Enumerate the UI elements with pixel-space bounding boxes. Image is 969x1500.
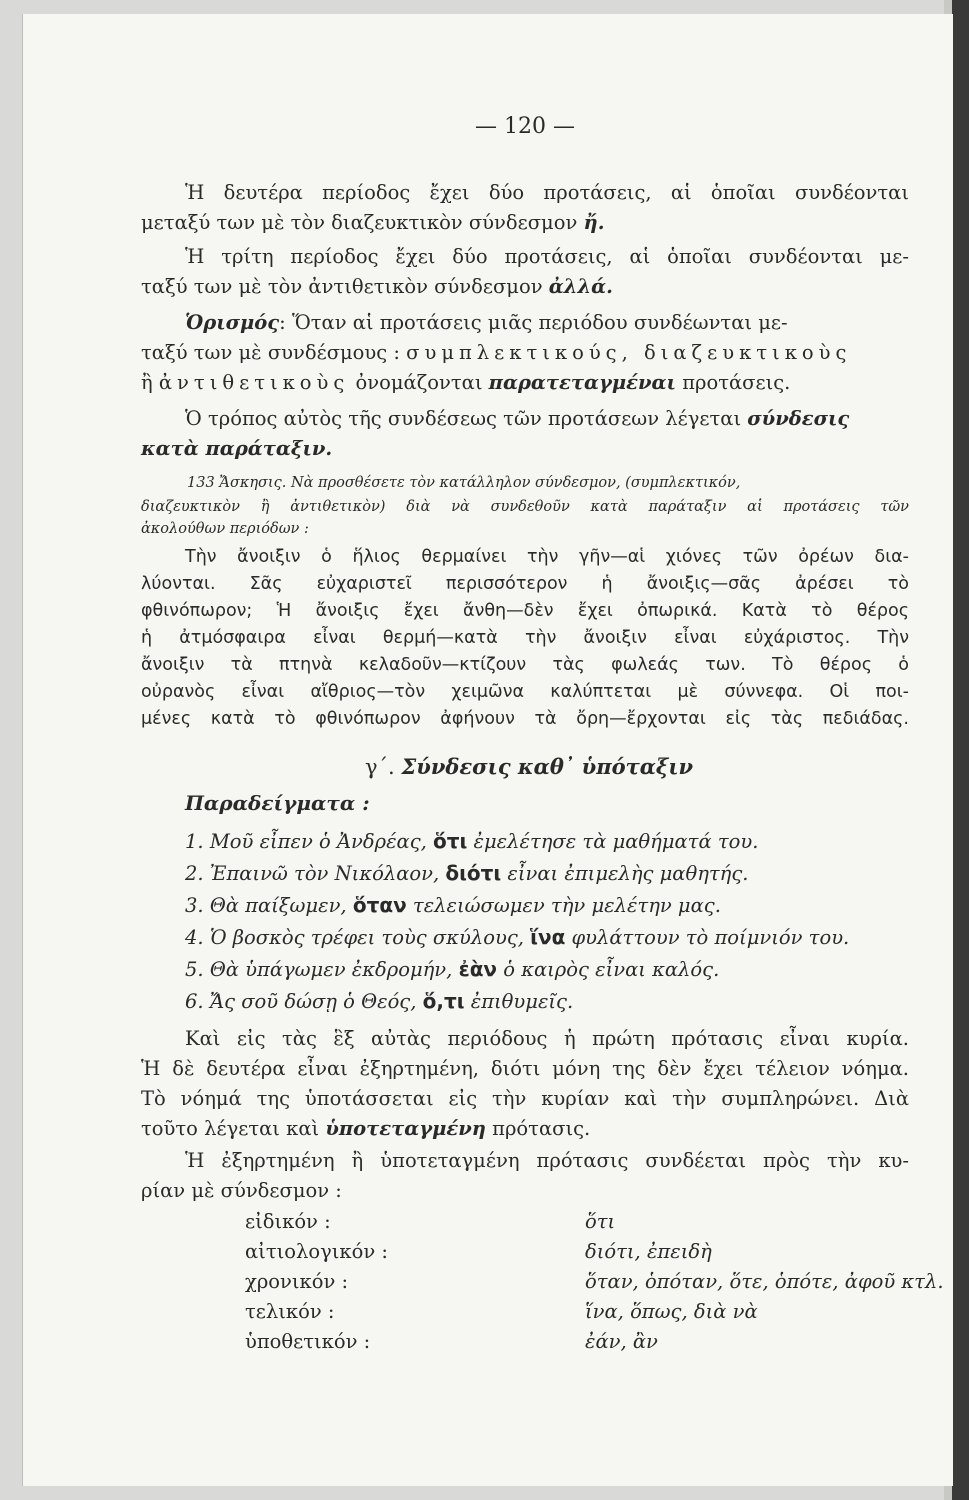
section-heading <box>365 754 693 780</box>
conj-words-1: ὅτι <box>585 1210 616 1233</box>
example-rest: τελειώσωμεν τὴν μελέτην μας. <box>406 894 721 917</box>
exercise-line-2: διαζευκτικὸν ἢ ἀντιθετικὸν) διὰ νὰ συνδεθοῦν κατὰ παράταξιν αἱ προτάσεις τῶν <box>141 499 909 515</box>
example-6 <box>185 988 573 1015</box>
example-rest: ἐμελέτησε τὰ μαθήματά του. <box>467 830 759 853</box>
example-rest: φυλάττουν τὸ ποίμνιόν του. <box>565 926 850 949</box>
example-conjunction: ὅταν <box>352 893 407 917</box>
exercise-number: 133 <box>187 475 215 491</box>
p3-line-4-end: πρότασις. <box>485 1117 591 1140</box>
manner-line-1 <box>185 406 849 432</box>
p1-line-1: Ἡ δευτέρα περίοδος ἔχει δύο προτάσεις, αἱ ὁποῖαι συνδέονται <box>185 181 909 204</box>
definition-end: προτάσεις. <box>676 371 791 394</box>
p3-line-4 <box>141 1116 590 1142</box>
example-main: Ἐπαινῶ τὸν Νικόλαον, <box>209 862 446 885</box>
manner-line-2: κατὰ παράταξιν. <box>141 437 333 460</box>
example-main: Ἄς σοῦ δώσῃ ὁ Θεός, <box>209 990 423 1013</box>
conj-words-3: ὅταν, ὁπόταν, ὅτε, ὁπότε, ἀφοῦ κτλ. <box>585 1270 944 1293</box>
term-syndesis: σύνδεσις <box>747 407 850 430</box>
p4-line-2: ρίαν μὲ σύνδεσμον : <box>141 1179 342 1202</box>
exercise-line-1 <box>187 470 740 496</box>
example-rest: ὁ καιρὸς εἶναι καλός. <box>497 958 720 981</box>
example-main: Θὰ παίξωμεν, <box>209 894 353 917</box>
exercise-text-line-4: ἡ ἀτμόσφαιρα εἶναι θερμή—κατὰ τὴν ἄνοιξιν εἶναι εὐχάριστος. Τὴν <box>141 628 909 648</box>
page-number: — 120 — <box>475 114 575 139</box>
conj-kind-1: εἰδικόν : <box>245 1210 331 1233</box>
example-number: 3. <box>185 894 204 917</box>
example-conjunction: ὅτι <box>433 829 468 853</box>
conj-kind-5: ὑποθετικόν : <box>245 1330 371 1353</box>
exercise-text-line-2: λύονται. Σᾶς εὐχαριστεῖ περισσότερον ἡ ἄνοιξις—σᾶς ἀρέσει τὸ <box>141 574 909 594</box>
p3-line-4-text: τοῦτο λέγεται καὶ <box>141 1117 326 1140</box>
section-number: γ΄. <box>365 755 395 779</box>
p2-line-2-text: ταξύ των μὲ τὸν ἀντιθετικὸν σύνδεσμον <box>141 275 549 298</box>
example-3 <box>185 892 721 919</box>
example-number: 6. <box>185 990 204 1013</box>
exercise-text-line-5: ἄνοιξιν τὰ πτηνὰ κελαδοῦν—κτίζουν τὰς φωλεάς των. Τὸ θέρος ὁ <box>141 655 909 675</box>
example-1 <box>185 828 758 855</box>
conj-kind-3: χρονικόν : <box>245 1270 349 1293</box>
p3-line-2: Ἡ δὲ δευτέρα εἶναι ἐξηρτημένη, διότι μόνη της δὲν ἔχει τέλειον νόημα. <box>141 1057 909 1080</box>
example-conjunction: ἐὰν <box>458 957 498 981</box>
section-title: Σύνδεσις καθ᾽ ὑπόταξιν <box>401 754 694 779</box>
definition-label: Ὁρισμός <box>185 311 280 334</box>
book-page <box>22 14 953 1486</box>
example-number: 1. <box>185 830 204 853</box>
example-conjunction: ὅ,τι <box>422 989 465 1013</box>
exercise-text-line-7: μένες κατὰ τὸ φθινόπωρον ἀφήνουν τὰ ὄρη—ἔρχονται εἰς τὰς πεδιάδας. <box>141 709 909 729</box>
example-main: Θὰ ὑπάγωμεν ἐκδρομήν, <box>209 958 459 981</box>
example-main: Ὁ βοσκὸς τρέφει τοὺς σκύλους, <box>209 926 531 949</box>
example-conjunction: διότι <box>445 861 502 885</box>
definition-line-2 <box>141 340 851 366</box>
term-hypotaxis: ὑποτεταγμένη <box>325 1117 486 1140</box>
example-number: 2. <box>185 862 204 885</box>
conj-words-5: ἐάν, ἂν <box>585 1330 658 1353</box>
example-number: 4. <box>185 926 204 949</box>
exercise-text-line-6: οὐρανὸς εἶναι αἴθριος—τὸν χειμῶνα καλύπτεται μὲ σύννεφα. Οἱ ποι- <box>141 682 909 702</box>
page-edge-dark <box>952 0 969 1500</box>
conj-kind-4: τελικόν : <box>245 1300 335 1323</box>
definition-line-2-text: ταξύ των μὲ συνδέσμους : <box>141 341 407 364</box>
p4-line-1: Ἡ ἐξηρτημένη ἢ ὑποτεταγμένη πρότασις συνδέεται πρὸς τὴν κυ- <box>185 1149 909 1172</box>
conjunction-i: ἤ. <box>583 211 605 234</box>
example-5 <box>185 956 719 983</box>
term-parataxis: παρατεταγμέναι <box>488 371 676 394</box>
definition-spaced-terms: συμπλεκτικούς, διαζευκτικοὺς <box>406 341 852 364</box>
conjunction-alla: ἀλλά. <box>548 275 613 298</box>
definition-line-1 <box>185 310 788 336</box>
definition-or: ἢ <box>141 371 159 394</box>
p1-line-2-text: μεταξύ των μὲ τὸν διαζευκτικὸν σύνδεσμον <box>141 211 584 234</box>
exercise-text-line-3: φθινόπωρον; Ἡ ἄνοιξις ἔχει ἄνθη—δὲν ἔχει ὀπωρικά. Κατὰ τὸ θέρος <box>141 601 909 621</box>
examples-heading: Παραδείγματα : <box>185 791 370 815</box>
example-2 <box>185 860 748 887</box>
p2-line-1: Ἡ τρίτη περίοδος ἔχει δύο προτάσεις, αἱ ὁποῖαι συνδέονται με- <box>185 245 909 268</box>
conj-kind-2: αἰτιολογικόν : <box>245 1240 388 1263</box>
exercise-text-line-1: Τὴν ἄνοιξιν ὁ ἥλιος θερμαίνει τὴν γῆν—αἱ χιόνες τῶν ὀρέων δια- <box>185 547 909 567</box>
definition-line-3 <box>141 370 790 396</box>
exercise-label: Ἄσκησις. <box>219 475 287 491</box>
manner-line-1-text: Ὁ τρόπος αὐτὸς τῆς συνδέσεως τῶν προτάσεων λέγεται <box>185 407 748 430</box>
p1-line-2 <box>141 210 604 236</box>
exercise-line-3: ἀκολούθων περιόδων : <box>141 521 309 537</box>
example-main: Μοῦ εἶπεν ὁ Ἀνδρέας, <box>209 830 434 853</box>
definition-line-1-text: : Ὅταν αἱ προτάσεις μιᾶς περιόδου συνδέωνται με- <box>279 311 788 334</box>
p3-line-1: Καὶ εἰς τὰς ἓξ αὐτὰς περιόδους ἡ πρώτη πρότασις εἶναι κυρία. <box>185 1027 909 1050</box>
example-4 <box>185 924 849 951</box>
p3-line-3: Τὸ νόημά της ὑποτάσσεται εἰς τὴν κυρίαν καὶ τὴν συμπληρώνει. Διὰ <box>141 1087 909 1110</box>
example-conjunction: ἵνα <box>530 925 566 949</box>
definition-antithetic: ἀντιθετικοὺς <box>158 371 350 394</box>
exercise-line-1-text: Νὰ προσθέσετε τὸν κατάλληλον σύνδεσμον, (συμπλεκτικόν, <box>290 475 741 491</box>
example-rest: ἐπιθυμεῖς. <box>464 990 574 1013</box>
conj-words-4: ἵνα, ὅπως, διὰ νὰ <box>585 1300 758 1323</box>
conj-words-2: διότι, ἐπειδὴ <box>585 1240 712 1263</box>
p2-line-2 <box>141 274 613 300</box>
definition-named: ὀνομάζονται <box>349 371 489 394</box>
example-rest: εἶναι ἐπιμελὴς μαθητής. <box>501 862 749 885</box>
example-number: 5. <box>185 958 204 981</box>
